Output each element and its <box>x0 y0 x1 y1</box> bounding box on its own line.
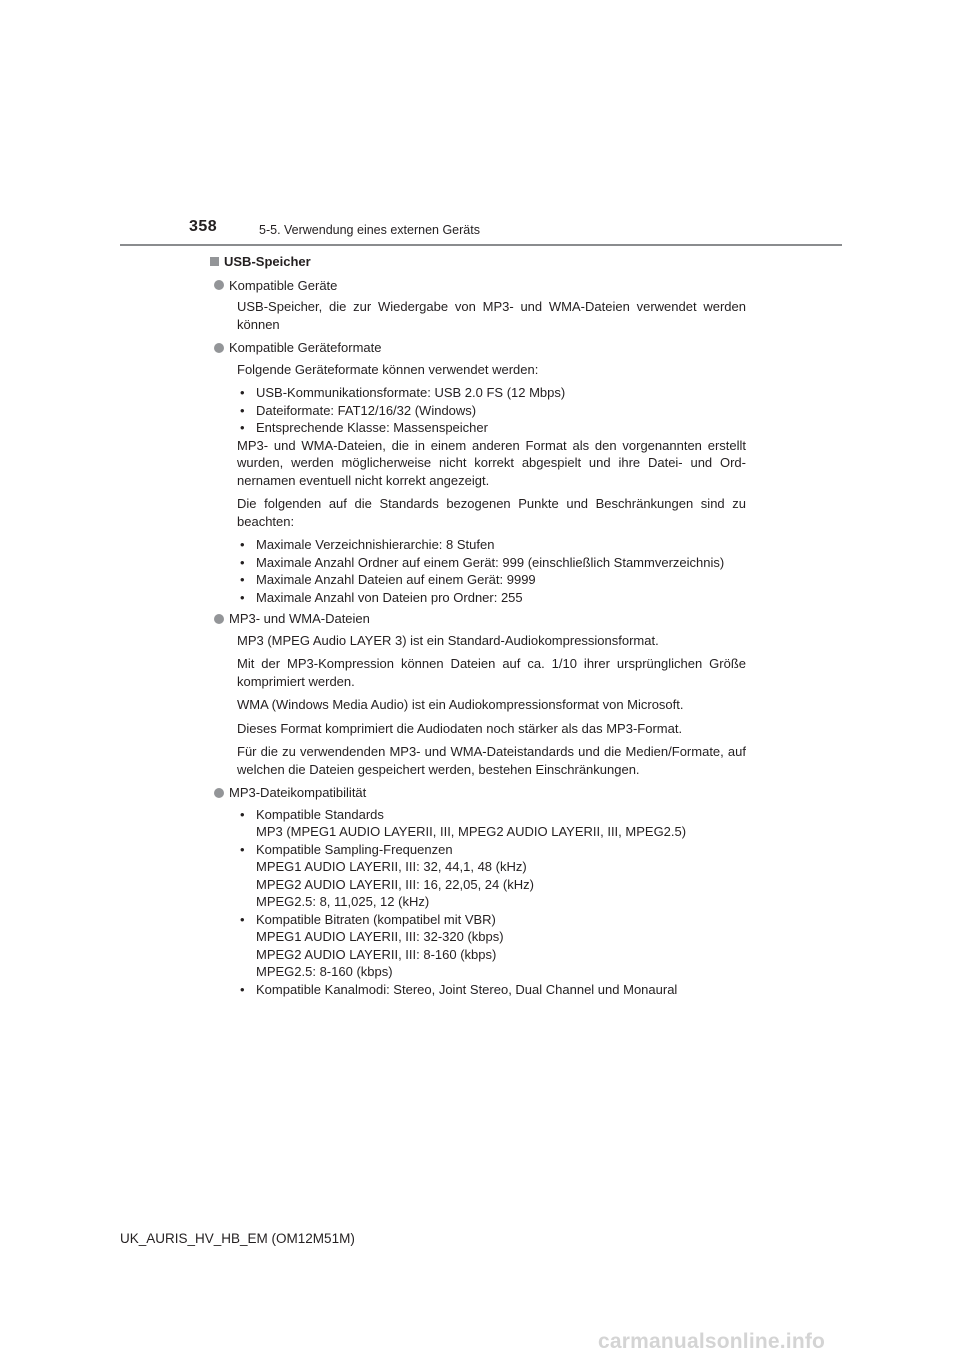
subheading-label: MP3-Dateikompatibilität <box>229 785 367 800</box>
page-content <box>210 253 746 998</box>
subheading-compatible-devices <box>210 277 746 295</box>
formats-list <box>237 384 746 437</box>
restrictions-list <box>237 536 746 606</box>
list-item: • Maximale Verzeichnishierarchie: 8 Stufen <box>240 537 495 552</box>
list-item-line: MPEG1 AUDIO LAYERII, III: 32, 44,1, 48 (kHz) <box>256 859 527 874</box>
list-item: • Kompatible Standards MP3 (MPEG1 AUDIO LAYERII, III, MPEG2 AUDIO LAYERII, III, MPEG2.5) <box>237 806 746 841</box>
list-item: • Dateiformate: FAT12/16/32 (Windows) <box>240 402 477 418</box>
square-bullet-icon <box>210 257 219 266</box>
paragraph: MP3 (MPEG Audio LAYER 3) ist ein Standard-Audiokompressionsformat. <box>237 632 659 648</box>
list-item-title: Kompatible Kanalmodi: Stereo, Joint Stereo, Dual Channel und Monaural <box>256 981 678 997</box>
paragraph: Dieses Format komprimiert die Audiodaten noch stärker als das MP3-Format. <box>237 720 683 736</box>
list-item: • Kompatible Kanalmodi: Stereo, Joint Stereo, Dual Channel und Monaural <box>237 981 746 999</box>
paragraph: MP3- und WMA-Dateien, die in einem anderen Format als den vorgenannten erstellt wurden, werden möglicherweise nicht korrekt abgespielt und ihre Datei- und Ord-nernamen eventuell nicht korrekt angezeigt. <box>237 437 746 488</box>
list-item: • Entsprechende Klasse: Massenspeicher <box>240 420 488 435</box>
list-item-title: Kompatible Sampling-Frequenzen <box>256 841 453 857</box>
watermark: carmanualsonline.info <box>598 1330 826 1353</box>
list-item-title: Kompatible Standards <box>256 806 384 822</box>
list-item-line: MPEG2 AUDIO LAYERII, III: 8-160 (kbps) <box>256 946 497 962</box>
section-title: USB-Speicher <box>224 254 311 269</box>
list-item-line: MPEG2 AUDIO LAYERII, III: 16, 22,05, 24 (kHz) <box>256 876 534 892</box>
chapter-title: 5-5. Verwendung eines externen Geräts <box>259 223 480 237</box>
paragraph: WMA (Windows Media Audio) ist ein Audiokompressionsformat von Microsoft. <box>237 697 684 712</box>
page-header <box>120 216 842 246</box>
list-item: • USB-Kommunikationsformate: USB 2.0 FS (12 Mbps) <box>240 385 566 400</box>
page-footer: UK_AURIS_HV_HB_EM (OM12M51M) <box>120 1231 355 1246</box>
paragraph: Folgende Geräteformate können verwendet werden: <box>237 361 539 377</box>
subheading-label: MP3- und WMA-Dateien <box>229 611 370 626</box>
subheading-label: Kompatible Geräteformate <box>229 340 382 355</box>
list-item: • Maximale Anzahl Dateien auf einem Gerät: 9999 <box>240 572 536 587</box>
list-item: • Maximale Anzahl von Dateien pro Ordner: 255 <box>240 589 523 605</box>
paragraph: USB-Speicher, die zur Wiedergabe von MP3- und WMA-Dateien verwendet werden können <box>237 299 746 332</box>
circle-bullet-icon <box>214 788 224 798</box>
list-item: • Kompatible Bitraten (kompatibel mit VBR) MPEG1 AUDIO LAYERII, III: 32-320 (kbps) MPEG2 AUDIO LAYERII, III: 8-160 (kbps) MPEG2.5: 8-160 (kbps) <box>237 911 746 981</box>
subheading-compatible-formats <box>210 339 746 357</box>
header-divider <box>120 244 842 246</box>
page-number: 358 <box>189 218 218 235</box>
list-item: • Kompatible Sampling-Frequenzen MPEG1 AUDIO LAYERII, III: 32, 44,1, 48 (kHz) MPEG2 AUDIO LAYERII, III: 16, 22,05, 24 (kHz) MPEG2.5: 8, 11,025, 12 (kHz) <box>237 841 746 911</box>
paragraph: Mit der MP3-Kompression können Dateien auf ca. 1/10 ihrer ursprünglichen Größe komprimiert werden. <box>237 656 746 689</box>
paragraph: Die folgenden auf die Standards bezogenen Punkte und Beschränkungen sind zu beachten: <box>237 496 746 529</box>
subheading-mp3-wma <box>210 610 746 628</box>
list-item-title: Kompatible Bitraten (kompatibel mit VBR) <box>256 911 496 927</box>
subheading-label: Kompatible Geräte <box>229 277 338 293</box>
section-heading <box>210 253 746 271</box>
circle-bullet-icon <box>214 343 224 353</box>
paragraph: Für die zu verwendenden MP3- und WMA-Dateistandards und die Medien/Formate, auf welchen die Dateien gespeichert werden, bestehen Einschränkungen. <box>237 744 746 777</box>
list-item-line: MP3 (MPEG1 AUDIO LAYERII, III, MPEG2 AUDIO LAYERII, III, MPEG2.5) <box>256 824 687 839</box>
list-item-line: MPEG1 AUDIO LAYERII, III: 32-320 (kbps) <box>256 929 504 944</box>
list-item: • Maximale Anzahl Ordner auf einem Gerät: 999 (einschließlich Stammverzeichnis) <box>240 554 725 570</box>
circle-bullet-icon <box>214 280 224 290</box>
compat-list <box>237 806 746 999</box>
circle-bullet-icon <box>214 614 224 624</box>
list-item-line: MPEG2.5: 8, 11,025, 12 (kHz) <box>256 894 430 909</box>
list-item-line: MPEG2.5: 8-160 (kbps) <box>256 964 393 979</box>
subheading-mp3-compat <box>210 784 746 802</box>
